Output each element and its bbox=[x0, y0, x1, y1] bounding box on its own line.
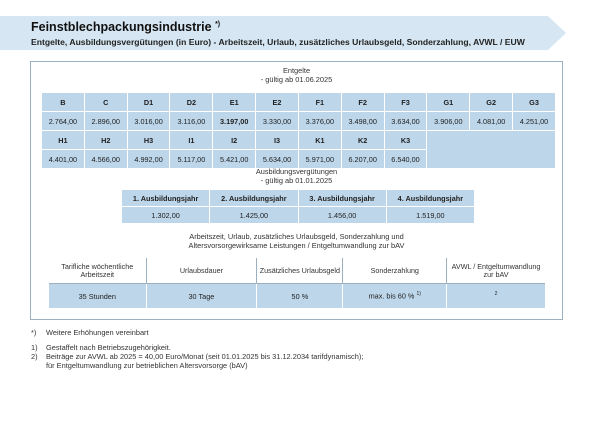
grade-value: 2.764,00 bbox=[42, 112, 85, 131]
column-header: Urlaubsdauer bbox=[146, 259, 257, 284]
grade-label: I3 bbox=[256, 131, 299, 150]
urlaubsdauer-value: 30 Tage bbox=[146, 284, 257, 309]
conditions-table bbox=[49, 258, 545, 308]
grade-value: 3.376,00 bbox=[298, 112, 341, 131]
grade-label: G2 bbox=[470, 93, 513, 112]
page-subtitle: Entgelte, Ausbildungsvergütungen (in Euro) - Arbeitszeit, Urlaub, zusätzliches Urlaubsgeld, Sonderzahlung, AVWL / EUW bbox=[31, 37, 525, 47]
grade-label: F2 bbox=[341, 93, 384, 112]
grade-value: 3.197,00 bbox=[213, 112, 256, 131]
grade-label: F1 bbox=[298, 93, 341, 112]
empty-cell bbox=[427, 131, 556, 169]
grade-label: H2 bbox=[84, 131, 127, 150]
grade-label: D2 bbox=[170, 93, 213, 112]
grade-value: 3.116,00 bbox=[170, 112, 213, 131]
training-year-label: 1. Ausbildungsjahr bbox=[122, 190, 210, 207]
grade-value: 4.401,00 bbox=[42, 150, 85, 169]
training-year-value: 1.302,00 bbox=[122, 207, 210, 224]
urlaubsgeld-value: 50 % bbox=[257, 284, 343, 309]
grade-value: 5.117,00 bbox=[170, 150, 213, 169]
grade-label: G1 bbox=[427, 93, 470, 112]
grade-label: G3 bbox=[513, 93, 556, 112]
column-header: AVWL / Entgeltumwandlung zur bAV bbox=[447, 259, 545, 284]
grade-value: 4.566,00 bbox=[84, 150, 127, 169]
grade-value: 4.251,00 bbox=[513, 112, 556, 131]
grade-label: K3 bbox=[384, 131, 427, 150]
grade-label: E1 bbox=[213, 93, 256, 112]
sonderzahlung-value: max. bis 60 % $^{1)}$ bbox=[343, 284, 447, 309]
page-title: Feinstblechpackungsindustrie *) bbox=[31, 20, 221, 34]
grade-value: 4.992,00 bbox=[127, 150, 170, 169]
grade-value: 5.421,00 bbox=[213, 150, 256, 169]
grade-label: E2 bbox=[256, 93, 299, 112]
grade-label: I1 bbox=[170, 131, 213, 150]
training-year-label: 3. Ausbildungsjahr bbox=[298, 190, 386, 207]
grade-label: K2 bbox=[341, 131, 384, 150]
conditions-caption: Arbeitszeit, Urlaub, zusätzliches Urlaubsgeld, Sonderzahlung und Altersvorsorgewirksame Leistungen / Entgeltumwandlung zur bAV bbox=[188, 232, 405, 250]
footnote-star: *) Weitere Erhöhungen vereinbart bbox=[31, 328, 149, 337]
grade-label: F3 bbox=[384, 93, 427, 112]
grade-label: B bbox=[42, 93, 85, 112]
training-year-value: 1.456,00 bbox=[298, 207, 386, 224]
grade-value: 6.540,00 bbox=[384, 150, 427, 169]
training-year-value: 1.425,00 bbox=[210, 207, 298, 224]
grade-value: 6.207,00 bbox=[341, 150, 384, 169]
footnote-1: 1) Gestaffelt nach Betriebszugehörigkeit. bbox=[31, 343, 171, 352]
training-year-label: 4. Ausbildungsjahr bbox=[386, 190, 474, 207]
grade-label: H3 bbox=[127, 131, 170, 150]
grade-value: 5.971,00 bbox=[298, 150, 341, 169]
grade-value: 3.330,00 bbox=[256, 112, 299, 131]
training-year-label: 2. Ausbildungsjahr bbox=[210, 190, 298, 207]
ausbildung-caption: Ausbildungsvergütungen - gültig ab 01.01.2025 bbox=[255, 167, 338, 185]
column-header: Zusätzliches Urlaubsgeld bbox=[257, 259, 343, 284]
grade-value: 3.906,00 bbox=[427, 112, 470, 131]
grade-value: 4.081,00 bbox=[470, 112, 513, 131]
grade-label: D1 bbox=[127, 93, 170, 112]
grade-value: 5.634,00 bbox=[256, 150, 299, 169]
grade-label: C bbox=[84, 93, 127, 112]
arbeitszeit-value: 35 Stunden bbox=[49, 284, 146, 309]
entgelte-table bbox=[41, 92, 556, 169]
ausbildung-table bbox=[121, 189, 475, 224]
grade-label: I2 bbox=[213, 131, 256, 150]
entgelte-caption: Entgelte - gültig ab 01.06.2025 bbox=[260, 66, 333, 84]
grade-value: 3.016,00 bbox=[127, 112, 170, 131]
avwl-value: 2 bbox=[447, 284, 545, 309]
grade-value: 3.634,00 bbox=[384, 112, 427, 131]
grade-value: 3.498,00 bbox=[341, 112, 384, 131]
grade-label: K1 bbox=[298, 131, 341, 150]
column-header: Sonderzahlung bbox=[343, 259, 447, 284]
grade-label: H1 bbox=[42, 131, 85, 150]
footnote-2: 2) Beiträge zur AVWL ab 2025 = 40,00 Euro/Monat (seit 01.01.2025 bis 31.12.2034 tarifdynamisch); bbox=[31, 352, 364, 361]
grade-value: 2.896,00 bbox=[84, 112, 127, 131]
training-year-value: 1.519,00 bbox=[386, 207, 474, 224]
column-header: Tarifliche wöchentliche Arbeitszeit bbox=[49, 259, 146, 284]
footnote-2-continued: für Entgeltumwandlung zur betrieblichen Altersvorsorge (bAV) bbox=[46, 361, 248, 370]
